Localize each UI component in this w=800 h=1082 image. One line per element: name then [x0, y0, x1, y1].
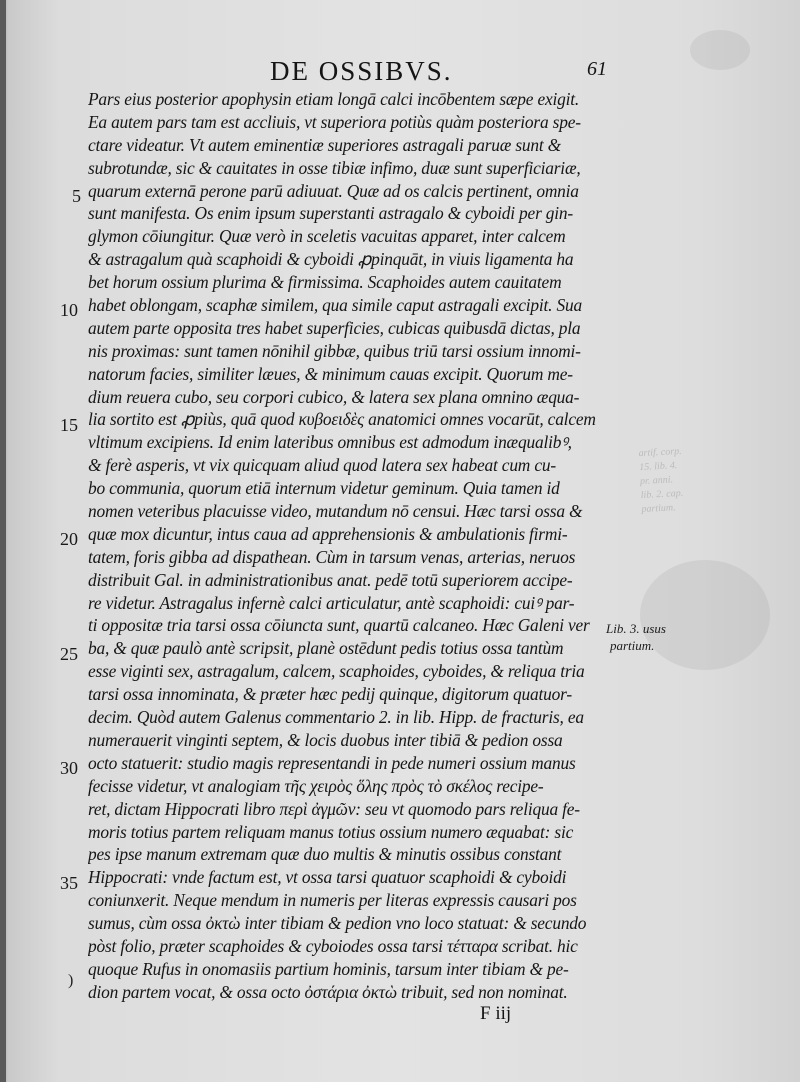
text-line: numerauerit vinginti septem, & locis duobus inter tibiā & pedion ossa: [88, 729, 563, 750]
text-line: bo communia, quorum etiā internum videtur geminum. Quia tamen id: [88, 478, 560, 499]
line-number: 15: [60, 414, 78, 435]
text-line: ti oppositæ tria tarsi ossa cōiuncta sunt, quartū calcaneo. Hæc Galeni ver: [88, 615, 590, 636]
text-line: quæ mox dicuntur, intus caua ad apprehensionis & ambulationis firmi-: [88, 523, 568, 544]
text-line: coniunxerit. Neque mendum in numeris per literas expressis causari pos: [88, 890, 577, 911]
page-header: [0, 56, 800, 92]
text-line: nis proximas: sunt tamen nōnihil gibbæ, quibus triū tarsi ossium innomi-: [88, 340, 581, 361]
text-line: Ea autem pars tam est accliuis, vt superiora potiùs quàm posteriora spe-: [88, 111, 581, 132]
running-title: DE OSSIBVS.: [270, 56, 453, 86]
text-line: ret, dictam Hippocrati libro περὶ ἀγμῶν: seu vt quomodo pars reliqua fe-: [88, 798, 580, 819]
bleed-through-line: pr. anni.: [639, 474, 674, 488]
text-line: ctare videatur. Vt autem eminentiæ superiores astragali paruæ sunt &: [88, 134, 561, 155]
page-binding-edge: [0, 0, 6, 1082]
text-line: ba, & quæ paulò antè scripsit, planè ostēdunt pedis totius ossa tantùm: [88, 638, 564, 659]
text-line: pòst folio, præter scaphoides & cyboiodes ossa tarsi τέτταρα scribat. hic: [88, 935, 578, 956]
text-line: sunt manifesta. Os enim ipsum superstanti astragalo & cyboidi per gin-: [88, 203, 574, 224]
text-line: tatem, foris gibba ad dispathean. Cùm in tarsum venas, arterias, neruos: [88, 546, 576, 567]
bleed-through-line: 15. lib. 4.: [639, 460, 678, 474]
text-line: natorum facies, similiter læues, & minimum cauas excipit. Quorum me-: [88, 363, 573, 384]
text-line: pes ipse manum extremam quæ duo multis & minutis ossibus constant: [88, 844, 562, 865]
bleed-through-line: artif. corp.: [638, 445, 682, 460]
text-line: habet oblongam, scaphæ similem, qua simile caput astragali excipit. Sua: [88, 295, 582, 316]
page-number: 61: [587, 58, 607, 80]
signature-mark: F iij: [480, 1003, 512, 1024]
text-line: subrotundæ, sic & cauitates in osse tibiæ infimo, duæ sunt superficiariæ,: [88, 157, 581, 178]
text-line: quarum externā perone parū adiuuat. Quæ ad os calcis pertinent, omnia: [88, 180, 579, 201]
text-line: autem parte opposita tres habet superficies, cubicas quibusdā dictas, pla: [88, 317, 581, 338]
text-line: lia sortito est ꝓpiùs, quā quod κυβοειδὲς anatomici omnes vocarūt, calcem: [88, 409, 596, 430]
bleed-through-line: lib. 2. cap.: [640, 487, 684, 502]
text-line: dium reuera cubo, seu corpori cubico, & latera sex plana omnino æqua-: [88, 386, 580, 407]
bleed-through-text: [638, 443, 722, 517]
text-line: & astragalum quà scaphoidi & cyboidi ꝓpinquāt, in viuis ligamenta ha: [88, 249, 574, 270]
text-line: quoque Rufus in onomasiis partium hominis, tarsum inter tibiam & pe-: [88, 958, 569, 979]
text-line: decim. Quòd autem Galenus commentario 2. in lib. Hipp. de fracturis, ea: [88, 707, 584, 728]
text-line: esse viginti sex, astragalum, calcem, scaphoides, cyboides, & reliqua tria: [88, 661, 585, 682]
line-number: 20: [60, 529, 78, 550]
margin-note-line: Lib. 3. usus: [606, 621, 666, 636]
text-line: octo statuerit: studio magis representandi in pede numeri ossium manus: [88, 752, 576, 773]
text-line: re videtur. Astragalus infernè calci articulatur, antè scaphoidi: cuiꝰ par-: [88, 592, 575, 613]
line-number: 30: [60, 758, 78, 779]
line-number: 25: [60, 643, 78, 664]
text-line: moris totius partem reliquam manus totius ossium numero æquabat: sic: [88, 821, 574, 842]
text-line: glymon cōiungitur. Quæ verò in sceletis vacuitas apparet, inter calcem: [88, 226, 566, 247]
line-number: 35: [60, 872, 78, 893]
margin-bracket-mark: ): [68, 972, 74, 989]
text-line: fecisse videtur, vt analogiam τῆς χειρὸς ὅλης πρὸς τὸ σκέλος recipe-: [88, 775, 544, 796]
text-line: Pars eius posterior apophysin etiam longā calci incōbentem sæpe exigit.: [88, 89, 580, 109]
text-line: tarsi ossa innominata, & præter hæc pedij quinque, digitorum quatuor-: [88, 684, 572, 705]
text-line: dion partem vocat, & ossa octo ὀστάρια ὀκτὼ tribuit, sed non nominat.: [88, 981, 568, 1002]
text-line: bet horum ossium plurima & firmissima. Scaphoides autem cauitatem: [88, 272, 562, 293]
margin-note: [606, 620, 696, 654]
text-line: nomen veteribus placuisse video, mutandum nō censui. Hæc tarsi ossa &: [88, 501, 583, 522]
text-line: distribuit Gal. in administrationibus anat. pedē totū superiorem accipe-: [88, 569, 573, 590]
text-line: vltimum excipiens. Id enim lateribus omnibus est admodum inæqualibꝰ,: [88, 432, 572, 453]
margin-note-line: partium.: [610, 638, 655, 653]
bleed-through-line: partium.: [641, 502, 676, 516]
line-number: 5: [72, 185, 81, 206]
body-text: [88, 88, 608, 1004]
text-line: Hippocrati: vnde factum est, vt ossa tarsi quatuor scaphoidi & cyboidi: [88, 867, 567, 888]
text-line: sumus, cùm ossa ὀκτὼ inter tibiam & pedion vno loco statuat: & secundo: [88, 913, 587, 934]
line-number: 10: [60, 300, 78, 321]
text-line: & ferè asperis, vt vix quicquam aliud quod latera sex habeat cum cu-: [88, 455, 556, 476]
